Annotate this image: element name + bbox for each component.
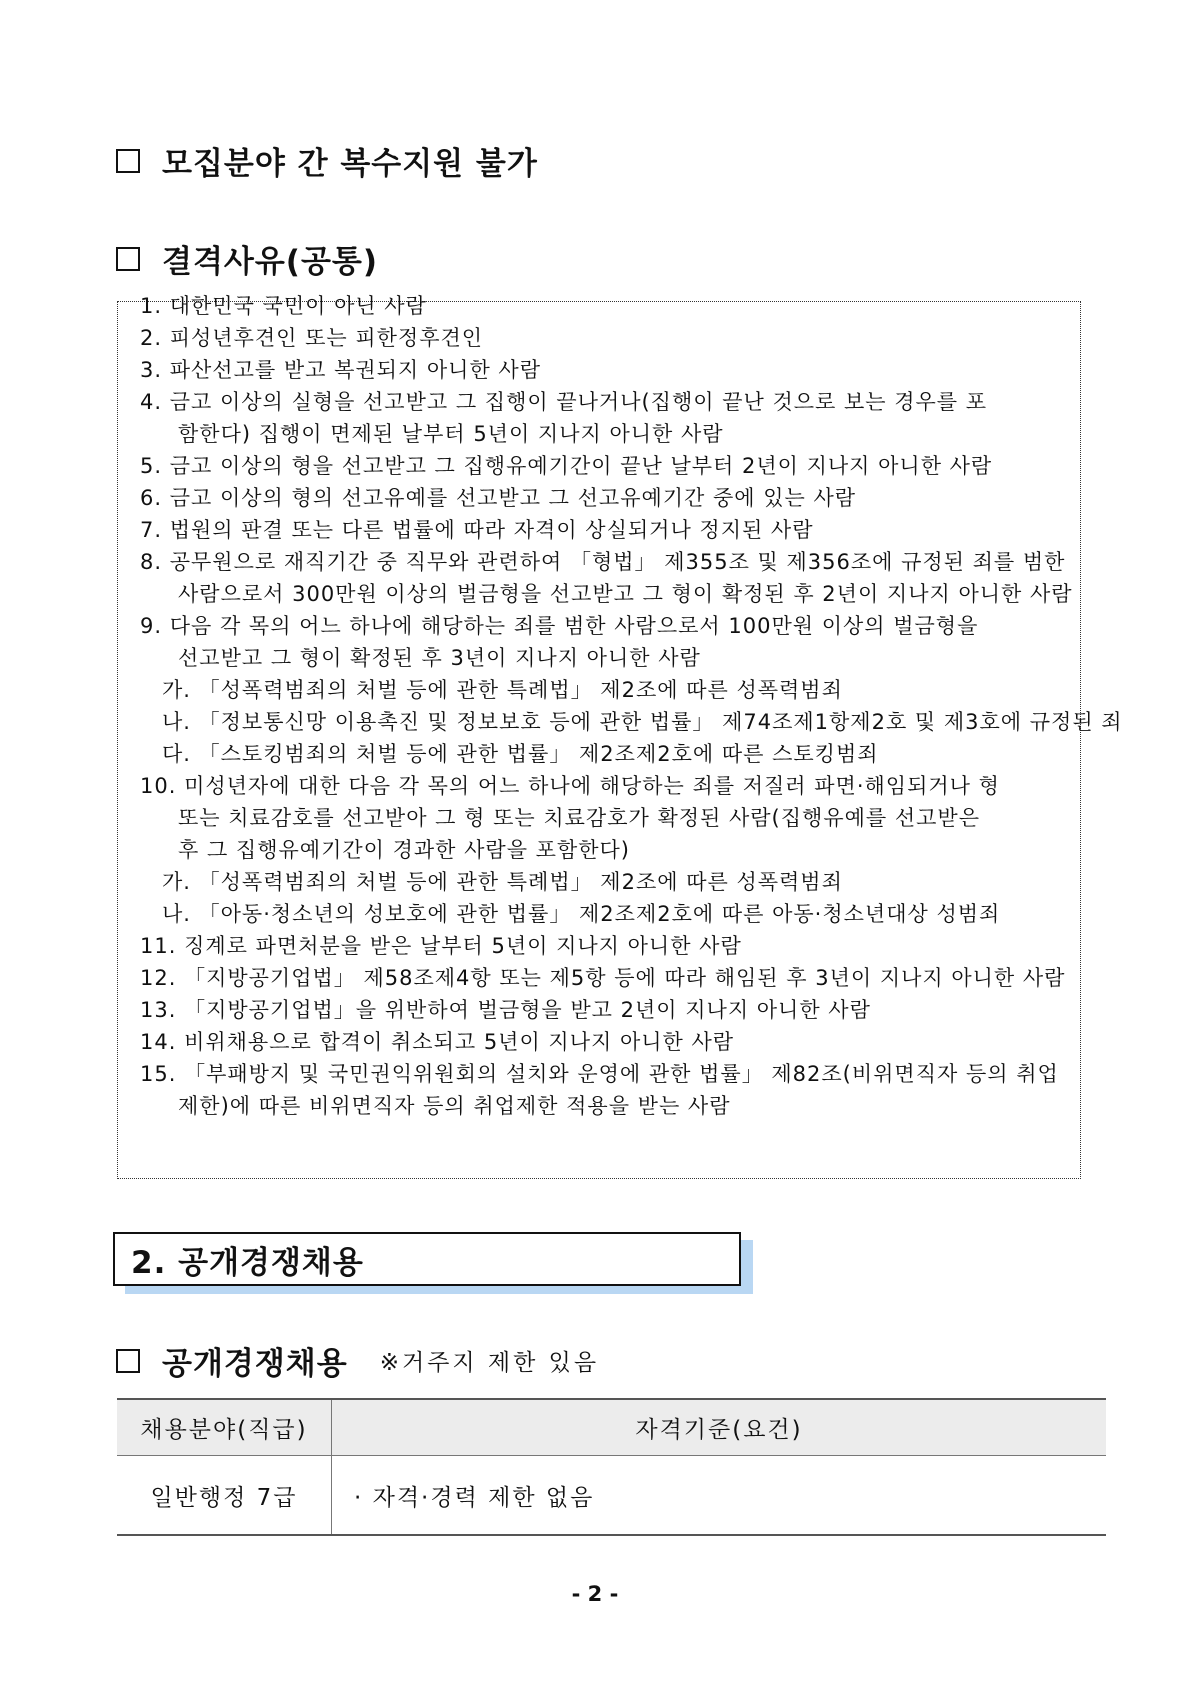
heading-text: 공개경쟁채용	[162, 1346, 348, 1382]
list-item: 14. 비위채용으로 합격이 취소되고 5년이 지나지 아니한 사람	[140, 1030, 735, 1054]
heading-no-multiple-application	[116, 138, 538, 183]
heading-text: 결격사유(공통)	[162, 244, 379, 280]
list-item-continuation: 제한)에 따른 비위면직자 등의 취업제한 적용을 받는 사람	[178, 1094, 731, 1118]
list-subitem: 다. 「스토킹범죄의 처벌 등에 관한 법률」 제2조제2호에 따른 스토킹범죄	[162, 742, 879, 766]
column-header-criteria: 자격기준(요건)	[332, 1399, 1107, 1456]
checkbox-square-icon	[116, 149, 140, 173]
section-title: 2. 공개경쟁채용	[131, 1244, 364, 1281]
list-item-continuation: 사람으로서 300만원 이상의 벌금형을 선고받고 그 형이 확정된 후 2년이 지나지 아니한 사람	[178, 582, 1073, 606]
column-header-field: 채용분야(직급)	[117, 1399, 332, 1456]
heading-disqualification	[116, 236, 378, 281]
list-item-continuation: 또는 치료감호를 선고받아 그 형 또는 치료감호가 확정된 사람(집행유예를 선고받은	[178, 806, 980, 830]
heading-open-recruitment	[116, 1338, 599, 1383]
section-banner	[113, 1232, 741, 1286]
cell-field: 일반행정 7급	[117, 1456, 332, 1536]
list-item: 4. 금고 이상의 실형을 선고받고 그 집행이 끝나거나(집행이 끝난 것으로 보는 경우를 포	[140, 390, 988, 414]
list-item-continuation: 함한다) 집행이 면제된 날부터 5년이 지나지 아니한 사람	[178, 422, 724, 446]
list-item: 9. 다음 각 목의 어느 하나에 해당하는 죄를 범한 사람으로서 100만원 이상의 벌금형을	[140, 614, 979, 638]
list-item: 7. 법원의 판결 또는 다른 법률에 따라 자격이 상실되거나 정지된 사람	[140, 518, 814, 542]
list-subitem: 나. 「아동·청소년의 성보호에 관한 법률」 제2조제2호에 따른 아동·청소년대상 성범죄	[162, 902, 1001, 926]
checkbox-square-icon	[116, 1349, 140, 1373]
checkbox-square-icon	[116, 247, 140, 271]
heading-text: 모집분야 간 복수지원 불가	[162, 146, 538, 182]
cell-criteria: · 자격·경력 제한 없음	[332, 1456, 1107, 1536]
list-item: 5. 금고 이상의 형을 선고받고 그 집행유예기간이 끝난 날부터 2년이 지나지 아니한 사람	[140, 454, 993, 478]
table-header-row	[117, 1399, 1106, 1456]
requirements-table	[117, 1398, 1106, 1536]
list-item: 6. 금고 이상의 형의 선고유예를 선고받고 그 선고유예기간 중에 있는 사람	[140, 486, 857, 510]
table-row	[117, 1456, 1106, 1536]
list-item: 12. 「지방공기업법」 제58조제4항 또는 제5항 등에 따라 해임된 후 3년이 지나지 아니한 사람	[140, 966, 1066, 990]
list-item-continuation: 선고받고 그 형이 확정된 후 3년이 지나지 아니한 사람	[178, 646, 701, 670]
list-subitem: 가. 「성폭력범죄의 처벌 등에 관한 특례법」 제2조에 따른 성폭력범죄	[162, 678, 843, 702]
list-item: 15. 「부패방지 및 국민권익위원회의 설치와 운영에 관한 법률」 제82조(비위면직자 등의 취업	[140, 1062, 1059, 1086]
list-item-continuation: 후 그 집행유예기간이 경과한 사람을 포함한다)	[178, 838, 631, 862]
list-item: 1. 대한민국 국민이 아닌 사람	[140, 294, 427, 318]
residence-restriction-note: ※거주지 제한 있음	[379, 1350, 600, 1376]
list-subitem: 나. 「정보통신망 이용촉진 및 정보보호 등에 관한 법률」 제74조제1항제2호 및 제3호에 규정된 죄	[162, 710, 1123, 734]
list-item: 10. 미성년자에 대한 다음 각 목의 어느 하나에 해당하는 죄를 저질러 파면·해임되거나 형	[140, 774, 1000, 798]
list-item: 3. 파산선고를 받고 복권되지 아니한 사람	[140, 358, 541, 382]
list-item: 8. 공무원으로 재직기간 중 직무와 관련하여 「형법」 제355조 및 제356조에 규정된 죄를 범한	[140, 550, 1066, 574]
list-item: 11. 징계로 파면처분을 받은 날부터 5년이 지나지 아니한 사람	[140, 934, 742, 958]
list-item: 13. 「지방공기업법」을 위반하여 벌금형을 받고 2년이 지나지 아니한 사람	[140, 998, 871, 1022]
list-subitem: 가. 「성폭력범죄의 처벌 등에 관한 특례법」 제2조에 따른 성폭력범죄	[162, 870, 843, 894]
list-item: 2. 피성년후견인 또는 피한정후견인	[140, 326, 484, 350]
page-number: - 2 -	[571, 1582, 619, 1606]
